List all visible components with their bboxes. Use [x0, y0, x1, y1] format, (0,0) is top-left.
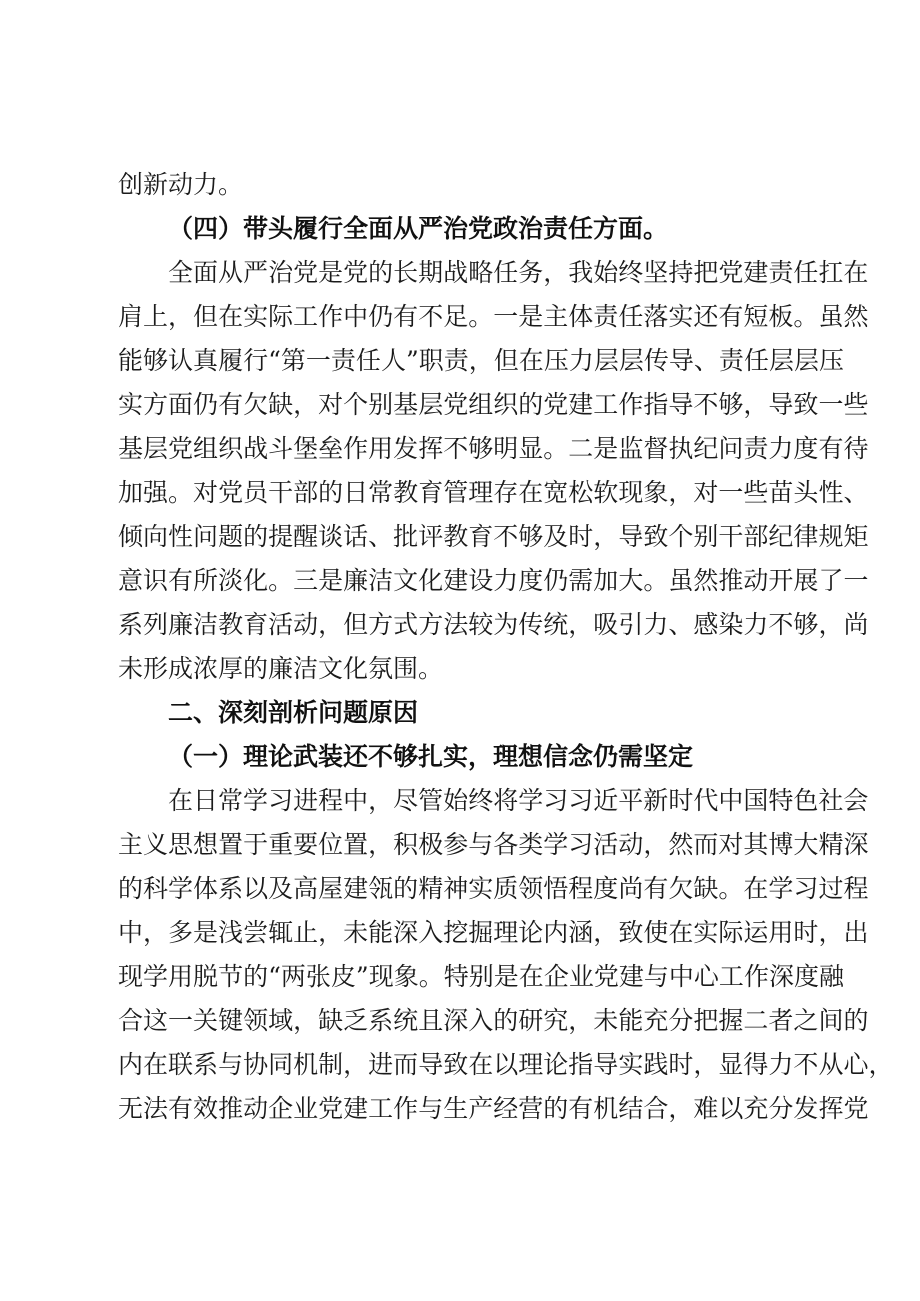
text-line: 现 学 用 脱 节 的 “ 两 张 皮 ” 现 象 。 特 别 是 在 企 业 党 建 与 中 心 工 作 深 度 融: [118, 962, 844, 991]
text-line: 无 法 有 效 推 动 企 业 党 建 工 作 与 生 产 经 营 的 有 机 结 合 ， 难 以 充 分 发 挥 党: [118, 1094, 869, 1123]
text-line: 系 列 廉 洁 教 育 活 动 ， 但 方 式 方 法 较 为 传 统 ， 吸 引 力 、 感 染 力 不 够 ， 尚: [118, 610, 869, 639]
text-line: 主 义 思 想 置 于 重 要 位 置 ， 积 极 参 与 各 类 学 习 活 动 ， 然 而 对 其 博 大 精 深: [118, 830, 869, 859]
text-line: 能 够 认 真 履 行 “ 第 一 责 任 人 ” 职 责 ， 但 在 压 力 层 层 传 导 、 责 任 层 层 压: [118, 346, 844, 375]
text-line: 中 ， 多 是 浅 尝 辄 止 ， 未 能 深 入 挖 掘 理 论 内 涵 ， 致 使 在 实 际 运 用 时 ， 出: [118, 918, 869, 947]
text-line: 在 日 常 学 习 进 程 中 ， 尽 管 始 终 将 学 习 习 近 平 新 时 代 中 国 特 色 社 会: [168, 786, 869, 815]
text-line: 创新动力。: [118, 170, 244, 199]
text-line: 意 识 有 所 淡 化 。 三 是 廉 洁 文 化 建 设 力 度 仍 需 加 大 。 虽 然 推 动 开 展 了 一: [118, 566, 869, 595]
text-line: 未形成浓厚的廉洁文化氛围。: [118, 654, 444, 683]
text-line: 内 在 联 系 与 协 同 机 制 ， 进 而 导 致 在 以 理 论 指 导 实 践 时 ， 显 得 力 不 从 心 ，: [118, 1050, 894, 1079]
text-line: 加 强 。 对 党 员 干 部 的 日 常 教 育 管 理 存 在 宽 松 软 现 象 ， 对 一 些 苗 头 性 、: [118, 478, 869, 507]
text-line: 的 科 学 体 系 以 及 高 屋 建 瓴 的 精 神 实 质 领 悟 程 度 尚 有 欠 缺 。 在 学 习 过 程: [118, 874, 869, 903]
text-line: 肩 上 ， 但 在 实 际 工 作 中 仍 有 不 足 。 一 是 主 体 责 任 落 实 还 有 短 板 。 虽 然: [118, 302, 869, 331]
chapter-heading: 二、深刻剖析问题原因: [168, 698, 419, 727]
text-line: 全 面 从 严 治 党 是 党 的 长 期 战 略 任 务 ， 我 始 终 坚 持 把 党 建 责 任 扛 在: [168, 258, 869, 287]
text-line: 基 层 党 组 织 战 斗 堡 垒 作 用 发 挥 不 够 明 显 。 二 是 监 督 执 纪 问 责 力 度 有 待: [118, 434, 869, 463]
text-line: 合 这 一 关 键 领 域 ， 缺 乏 系 统 且 深 入 的 研 究 ， 未 能 充 分 把 握 二 者 之 间 的: [118, 1006, 869, 1035]
text-line: 倾 向 性 问 题 的 提 醒 谈 话 、 批 评 教 育 不 够 及 时 ， 导 致 个 别 干 部 纪 律 规 矩: [118, 522, 869, 551]
section-heading: （一）理论武装还不够扎实，理想信念仍需坚定: [168, 742, 694, 771]
section-heading: （四）带头履行全面从严治党政治责任方面。: [168, 214, 669, 243]
text-line: 实 方 面 仍 有 欠 缺 ， 对 个 别 基 层 党 组 织 的 党 建 工 作 指 导 不 够 ， 导 致 一 些: [118, 390, 869, 419]
